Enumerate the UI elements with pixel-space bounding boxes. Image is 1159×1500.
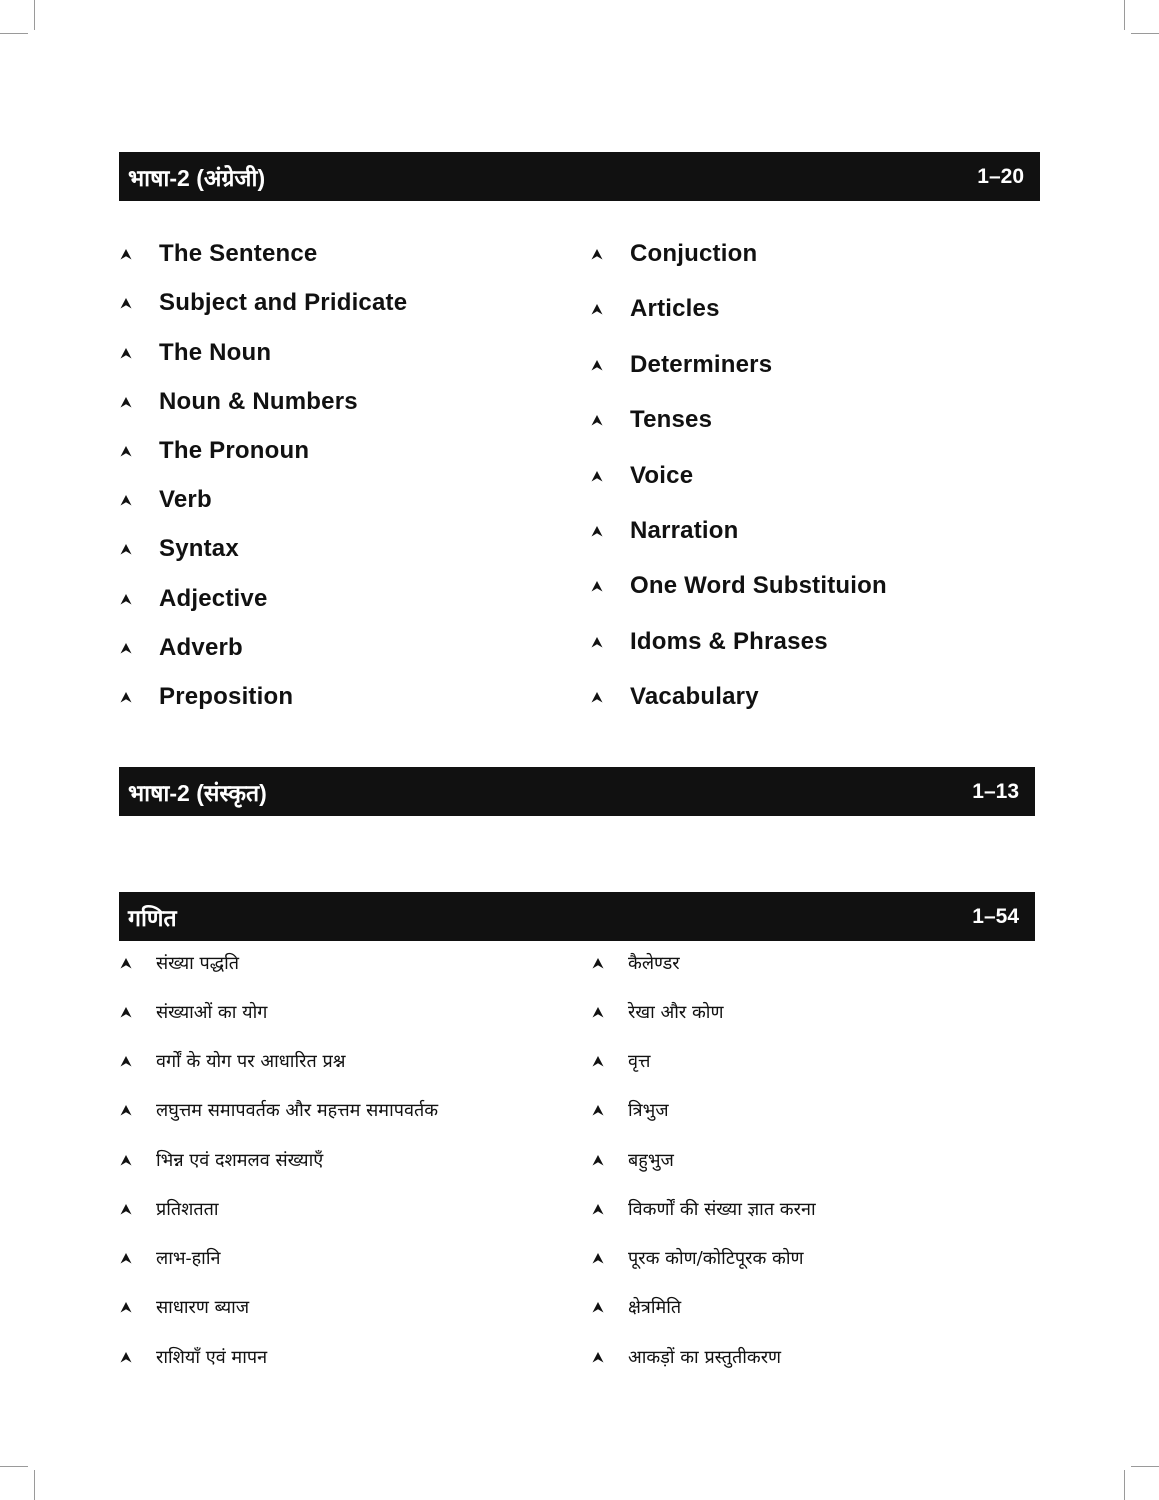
list-item-label: बहुभुज (628, 1150, 674, 1171)
list-item (591, 295, 720, 323)
arrowhead-icon (592, 1302, 628, 1313)
arrowhead-icon (120, 692, 159, 703)
list-item (591, 351, 772, 379)
arrowhead-icon (120, 495, 159, 506)
list-item (120, 585, 268, 613)
arrowhead-icon (120, 1007, 156, 1018)
crop-mark (1131, 33, 1159, 34)
arrowhead-icon (592, 1007, 628, 1018)
list-item-label: लघुत्तम समापवर्तक और महत्तम समापवर्तक (156, 1100, 439, 1121)
list-item (120, 1049, 345, 1073)
list-item-label: Articles (630, 295, 720, 322)
section-header-english (119, 152, 1040, 201)
list-item-label: आकड़ों का प्रस्तुतीकरण (628, 1347, 782, 1368)
crop-mark (34, 1470, 35, 1500)
list-item (591, 572, 887, 600)
crop-mark (34, 0, 35, 30)
crop-mark (1124, 0, 1125, 30)
list-item (591, 628, 828, 656)
arrowhead-icon (591, 692, 630, 703)
section-title: भाषा-2 (अंग्रेजी) (128, 164, 266, 191)
arrowhead-icon (120, 1056, 156, 1067)
arrowhead-icon (591, 360, 630, 371)
list-item-label: Idoms & Phrases (630, 628, 828, 655)
arrowhead-icon (592, 1056, 628, 1067)
list-item (120, 683, 293, 711)
list-item-label: पूरक कोण/कोटिपूरक कोण (628, 1248, 804, 1269)
section-page-range: 1–13 (972, 779, 1019, 803)
arrowhead-icon (591, 304, 630, 315)
arrowhead-icon (591, 526, 630, 537)
list-item (592, 1098, 669, 1122)
list-item-label: Vacabulary (630, 683, 759, 710)
list-item-label: वृत्त (628, 1051, 651, 1072)
list-item (592, 1295, 681, 1319)
crop-mark (0, 33, 28, 34)
list-item-label: रेखा और कोण (628, 1002, 724, 1023)
list-item-label: Adverb (159, 634, 243, 661)
arrowhead-icon (592, 1204, 628, 1215)
list-item (120, 289, 407, 317)
crop-mark (0, 1466, 28, 1467)
arrowhead-icon (591, 471, 630, 482)
list-item (592, 1049, 650, 1073)
list-item (120, 339, 271, 367)
section-header-sanskrit (119, 767, 1035, 816)
list-item-label: संख्या पद्धति (156, 953, 240, 974)
arrowhead-icon (592, 1352, 628, 1363)
arrowhead-icon (120, 594, 159, 605)
list-item-label: संख्याओं का योग (156, 1002, 268, 1023)
list-item (120, 388, 358, 416)
arrowhead-icon (120, 298, 159, 309)
arrowhead-icon (120, 249, 159, 260)
arrowhead-icon (120, 397, 159, 408)
list-item (120, 1197, 219, 1221)
list-item-label: Determiners (630, 351, 773, 378)
arrowhead-icon (120, 348, 159, 359)
list-item (592, 1197, 816, 1221)
list-item-label: साधारण ब्याज (156, 1297, 250, 1318)
list-item (120, 1098, 438, 1122)
list-item (120, 535, 239, 563)
list-item (592, 1246, 804, 1270)
arrowhead-icon (592, 1253, 628, 1264)
list-item-label: क्षेत्रमिति (628, 1297, 682, 1318)
list-item-label: Syntax (159, 535, 239, 562)
list-item (120, 486, 212, 514)
list-item-label: Noun & Numbers (159, 388, 358, 415)
section-title: भाषा-2 (संस्कृत) (128, 779, 267, 806)
section-page-range: 1–20 (977, 164, 1024, 188)
arrowhead-icon (592, 1155, 628, 1166)
list-item (120, 240, 317, 268)
section-header-maths (119, 892, 1035, 941)
list-item (591, 240, 757, 268)
list-item-label: Adjective (159, 585, 268, 612)
list-item (120, 1295, 249, 1319)
list-item-label: विकर्णों की संख्या ज्ञात करना (628, 1199, 816, 1220)
list-item (591, 406, 712, 434)
list-item (120, 1345, 267, 1369)
list-item-label: Tenses (630, 406, 713, 433)
list-item-label: कैलेण्डर (628, 953, 680, 974)
list-item-label: प्रतिशतता (156, 1199, 219, 1220)
list-item (120, 1000, 267, 1024)
list-item-label: Preposition (159, 683, 294, 710)
arrowhead-icon (120, 1352, 156, 1363)
arrowhead-icon (120, 1155, 156, 1166)
list-item (591, 462, 693, 490)
list-item-label: राशियाँ एवं मापन (156, 1347, 268, 1368)
arrowhead-icon (592, 958, 628, 969)
list-item (120, 437, 309, 465)
list-item-label: Subject and Pridicate (159, 289, 408, 316)
arrowhead-icon (591, 249, 630, 260)
list-item (591, 517, 739, 545)
list-item (120, 1148, 323, 1172)
arrowhead-icon (120, 446, 159, 457)
arrowhead-icon (120, 1302, 156, 1313)
arrowhead-icon (120, 643, 159, 654)
list-item-label: भिन्न एवं दशमलव संख्याएँ (156, 1150, 324, 1171)
list-item-label: लाभ-हानि (156, 1248, 221, 1269)
list-item-label: The Pronoun (159, 437, 310, 464)
arrowhead-icon (591, 637, 630, 648)
arrowhead-icon (591, 581, 630, 592)
crop-mark (1124, 1470, 1125, 1500)
crop-mark (1131, 1466, 1159, 1467)
list-item-label: वर्गों के योग पर आधारित प्रश्न (156, 1051, 346, 1072)
list-item (592, 951, 680, 975)
section-page-range: 1–54 (972, 904, 1019, 928)
list-item (120, 951, 239, 975)
arrowhead-icon (120, 958, 156, 969)
arrowhead-icon (120, 1204, 156, 1215)
list-item-label: Verb (159, 486, 212, 513)
list-item (592, 1000, 723, 1024)
arrowhead-icon (591, 415, 630, 426)
list-item-label: Voice (630, 462, 694, 489)
list-item (120, 1246, 220, 1270)
list-item (591, 683, 759, 711)
list-item-label: Conjuction (630, 240, 758, 267)
list-item-label: The Noun (159, 339, 272, 366)
arrowhead-icon (120, 1105, 156, 1116)
list-item (592, 1148, 674, 1172)
list-item-label: One Word Substituion (630, 572, 887, 599)
arrowhead-icon (120, 1253, 156, 1264)
list-item (120, 634, 243, 662)
list-item-label: The Sentence (159, 240, 318, 267)
list-item-label: Narration (630, 517, 739, 544)
arrowhead-icon (120, 544, 159, 555)
section-title: गणित (128, 904, 177, 931)
list-item (592, 1345, 781, 1369)
list-item-label: त्रिभुज (628, 1100, 669, 1121)
arrowhead-icon (592, 1105, 628, 1116)
